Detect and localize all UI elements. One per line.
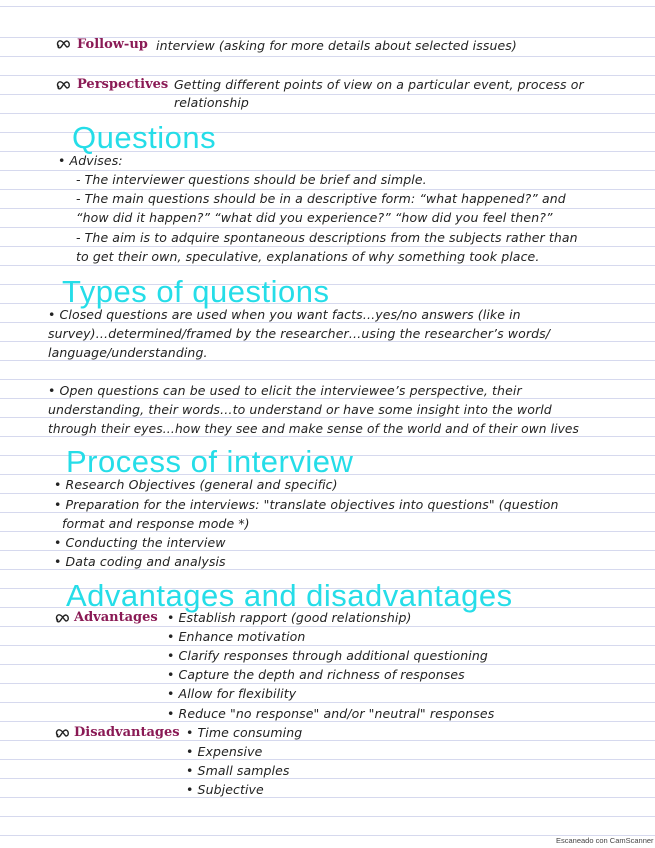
advantage-item: • Reduce "no response" and/or "neutral" responses [167,706,495,721]
def-perspectives-line1: Getting different points of view on a particular event, process or [174,77,584,92]
process-step2: • Preparation for the interviews: "translate objectives into questions" (question [54,497,559,512]
advantage-item: • Allow for flexibility [167,686,297,701]
open-line2: understanding, their words…to understand or have some insight into the world [48,402,552,417]
def-perspectives-line2: relationship [174,95,249,110]
open-line3: through their eyes…how they see and make sense of the world and of their own lives [48,422,579,436]
questions-line5: to get their own, speculative, explanations of why something took place. [76,249,540,264]
loop-bullet-icon [56,38,70,50]
def-follow-up: interview (asking for more details about selected issues) [156,38,517,53]
process-step2-cont: format and response mode *) [62,516,250,531]
closed-line3: language/understanding. [48,345,208,360]
heading-advantages-disadvantages: Advantages and disadvantages [66,578,513,613]
process-step3: • Conducting the interview [54,535,226,550]
questions-line2: - The main questions should be in a descriptive form: “what happened?” and [76,191,566,206]
closed-line1: • Closed questions are used when you want facts…yes/no answers (like in [48,307,521,322]
term-advantages: Advantages [74,610,158,625]
term-disadvantages: Disadvantages [74,725,180,740]
loop-bullet-icon [55,612,69,624]
questions-line3: “how did it happen?” “what did you experience?” “how did you feel then?” [76,210,553,225]
questions-line4: - The aim is to adquire spontaneous descriptions from the subjects rather than [76,230,578,245]
disadvantage-item: • Expensive [186,744,263,759]
heading-process-of-interview: Process of interview [66,444,354,479]
process-step4: • Data coding and analysis [54,554,226,569]
advantage-item: • Establish rapport (good relationship) [167,610,412,625]
advantage-item: • Capture the depth and richness of responses [167,667,465,682]
term-follow-up: Follow-up [77,37,148,52]
heading-questions: Questions [72,120,217,155]
closed-line2: survey)…determined/framed by the researcher…using the researcher’s words/ [48,326,551,341]
term-perspectives: Perspectives [77,77,169,92]
advantage-item: • Enhance motivation [167,629,306,644]
questions-advises: • Advises: [58,153,123,168]
questions-line1: - The interviewer questions should be brief and simple. [76,172,427,187]
process-step1: • Research Objectives (general and specific) [54,477,338,492]
scanner-watermark: Escaneado con CamScanner [556,836,654,845]
advantage-item: • Clarify responses through additional questioning [167,648,488,663]
disadvantage-item: • Time consuming [186,725,303,740]
open-line1: • Open questions can be used to elicit the interviewee’s perspective, their [48,383,522,398]
disadvantage-item: • Small samples [186,763,290,778]
loop-bullet-icon [55,727,69,739]
loop-bullet-icon [56,79,70,91]
disadvantage-item: • Subjective [186,782,264,797]
heading-types-of-questions: Types of questions [62,274,330,309]
